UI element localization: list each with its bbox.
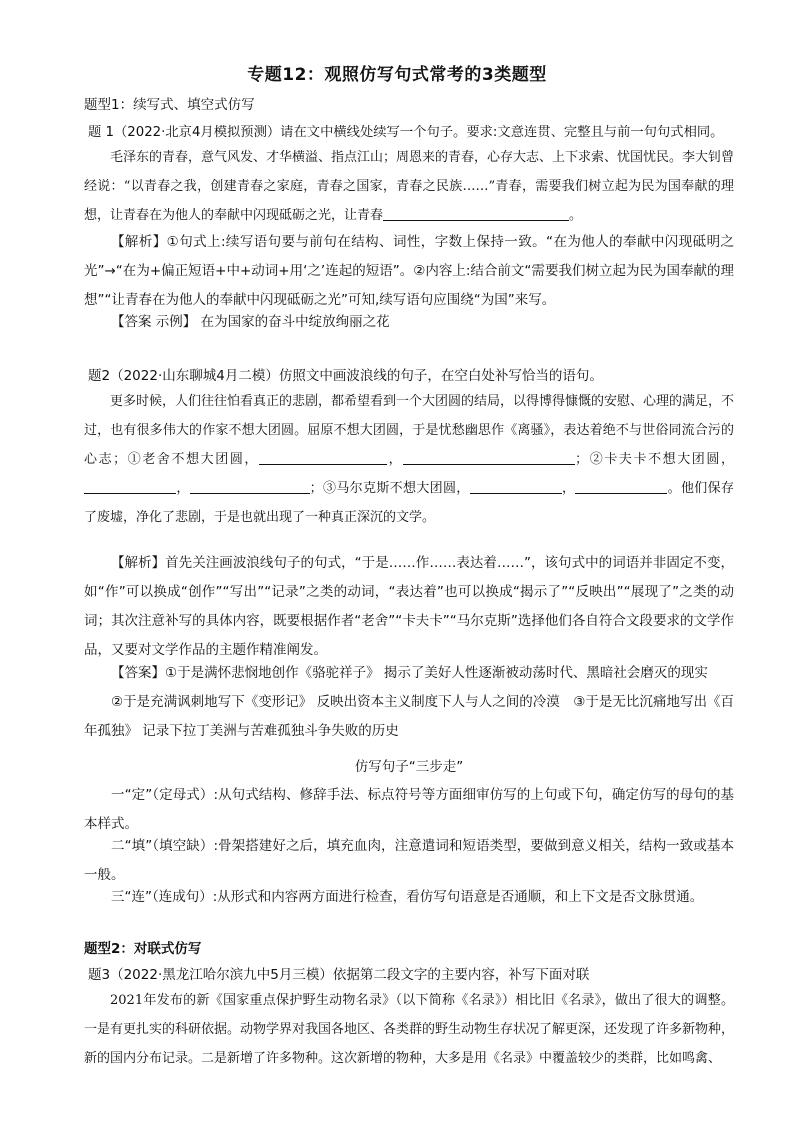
section-heading-type2: 题型2：对联式仿写 [84, 941, 202, 957]
question-1-prompt: 题 1（2022·北京4月模拟预测）请在文中横线处续写一个句子。要求:文意连贯、完整且与前一句句式相同。 [88, 125, 724, 140]
separator: ；③马尔克斯不想大团圆， [309, 481, 470, 496]
question-2-prompt: 题2（2022·山东聊城4月二模）仿照文中画波浪线的句子，在空白处补写恰当的语句。 [88, 368, 603, 384]
step-2: 二“填”（填空缺）:骨架搭建好之后，填充血肉，注意遣词和短语类型，要做到意义相关，结构一致或基本一般。 [84, 838, 734, 883]
separator: ， [561, 481, 576, 496]
question-1-passage [84, 143, 734, 230]
step-1: 一“定”（定母式）:从句式结构、修辞手法、标点符号等方面细审仿写的上句或下句，确定仿写的母句的基本样式。 [84, 787, 734, 832]
question-2-analysis: 【解析】首先关注画波浪线句子的句式，“于是……作……表达着……”，该句式中的词语并非固定不变，如“作”可以换成“创作”“写出”“记录”之类的动词，“表达着”也可以换成“揭示了”“反映出”“展现了”之类的动词；其次注意补写的具体内容，既要根据作者“老舍”“卡夫卡”“马尔克斯”选择他们各自符合文段要求的文学作品，又要对文学作品的主题作精准阐发。 [84, 555, 734, 658]
separator: ， [176, 481, 190, 496]
separator: ；②卡夫卡不想大团圆， [575, 452, 734, 467]
question-1-analysis: 【解析】①句式上:续写语句要与前句在结构、词性，字数上保持一致。“在为他人的奉献中闪现砥明之光”→“在为+偏正短语+中+动词+用‘之’连起的短语”。②内容上:结合前文“需要我们树立起为民为国奉献的理想”“让青春在为他人的奉献中闪现砥砺之光”可知,续写语句应围绕“为国”来写。 [84, 234, 734, 308]
answer-blank-2b[interactable] [190, 478, 310, 494]
steps-heading: 仿写句子“三步走” [354, 759, 464, 775]
question-1-answer: 【答案 示例】 在为国家的奋斗中绽放绚丽之花 [111, 314, 390, 330]
question-2-passage-end: 。他们保存了废墟，净化了悲剧，于是也就出现了一种真正深沉的文学。 [84, 481, 734, 525]
page-title: 专题12：观照仿写句式常考的3类题型 [247, 65, 547, 85]
step-3: 三“连”（连成句）:从形式和内容两方面进行检查，看仿写句语意是否通顺，和上下文是否文脉贯通。 [111, 889, 704, 905]
answer-blank-3a[interactable] [470, 478, 562, 494]
separator: ， [386, 452, 404, 467]
section-heading-type1: 题型1：续写式、填空式仿写 [84, 97, 255, 113]
question-2-answer-2: ②于是充满讽刺地写下《变形记》 反映出资本主义制度下人与人之间的冷漠 ③于是无比沉痛地写出《百年孤独》 记录下拉丁美洲与苦难孤独斗争失败的历史 [84, 694, 734, 739]
question-1-passage-end: 。 [569, 208, 583, 223]
answer-blank-1b[interactable] [403, 449, 575, 465]
question-2-passage [84, 387, 734, 532]
question-1-passage-text: 毛泽东的青春，意气风发、才华横溢、指点江山；周恩来的青春，心存大志、上下求索、忧国忧民。李大钊曾经说：“以青春之我，创建青春之家庭，青春之国家，青春之民族……”青春，需要我们树立起为民为国奉献的理想，让青春在为他人的奉献中闪现砥砺之光，让青春 [84, 150, 735, 223]
question-2-passage-a: 更多时候，人们往往怕看真正的悲剧，都希望看到一个大团圆的结局，以得博得慷慨的安慰、心理的满足，不过，也有很多伟大的作家不想大团圆。屈原不想大团圆，于是忧愁幽思作《离骚》，表达着绝不与世俗同流合污的心志；①老舍不想大团圆， [84, 394, 735, 467]
answer-blank[interactable] [383, 205, 569, 221]
question-2-answer-1: 【答案】①于是满怀悲悯地创作《骆驼祥子》 揭示了美好人性逐渐被动荡时代、黑暗社会磨灭的现实 [111, 665, 708, 681]
answer-blank-3b[interactable] [575, 478, 667, 494]
answer-blank-1a[interactable] [259, 449, 387, 465]
question-3-prompt: 题3（2022·黑龙江哈尔滨九中5月三模）依据第二段文字的主要内容，补写下面对联 [88, 967, 590, 983]
answer-blank-2a[interactable] [84, 478, 176, 494]
question-3-passage: 2021年发布的新《国家重点保护野生动物名录》（以下简称《名录》）相比旧《名录》，做出了很大的调整。一是有更扎实的科研依据。动物学界对我国各地区、各类群的野生动物生存状况了解更深，还发现了许多新物种，新的国内分布记录。二是新增了许多物种。这次新增的物种，大多是用《名录》中覆盖较少的类群，比如鸣禽、 [84, 993, 734, 1066]
